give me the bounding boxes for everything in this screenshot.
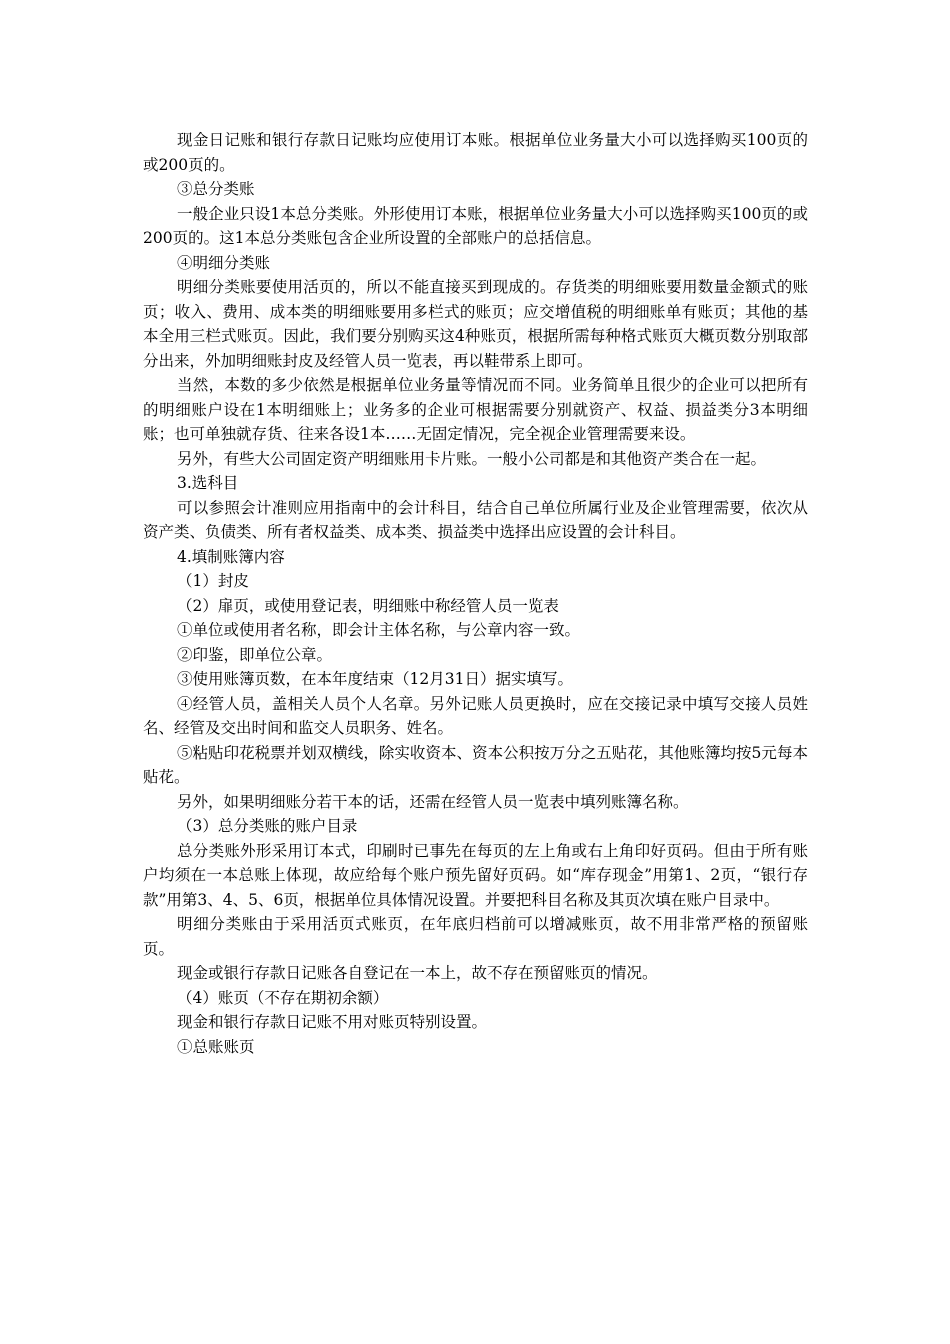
subheading: （2）扉页，或使用登记表，明细账中称经管人员一览表: [177, 596, 559, 615]
subheading: ④明细分类账: [177, 253, 271, 272]
paragraph: 明细分类账由于采用活页式账页，在年底归档前可以增减账页，故不用非常严格的预留账页。: [143, 915, 808, 958]
subheading: （3）总分类账的账户目录: [177, 817, 358, 835]
list-item: ③使用账簿页数，在本年度结束（12月31日）据实填写。: [177, 670, 573, 688]
list-item: ①总账账页: [177, 1037, 255, 1056]
paragraph: 现金和银行存款日记账不用对账页特别设置。: [177, 1013, 488, 1031]
list-item: ②印鉴，即单位公章。: [177, 645, 333, 664]
paragraph: 总分类账外形采用订本式，印刷时已事先在每页的左上角或右上角印好页码。但由于所有账户均须在一本总账上体现，故应给每个账户预先留好页码。如“库存现金”用第1、2页，“银行存款”用第3、4、5、6页，根据单位具体情况设置。并要把科目名称及其页次填在账户目录中。: [143, 841, 808, 909]
paragraph: 现金日记账和银行存款日记账均应使用订本账。根据单位业务量大小可以选择购买100页的或200页的。: [143, 131, 808, 174]
paragraph: 明细分类账要使用活页的，所以不能直接买到现成的。存货类的明细账要用数量金额式的账页；收入、费用、成本类的明细账要用多栏式的账页；应交增值税的明细账单有账页；其他的基本全用三栏式账页。因此，我们要分别购买这4种账页，根据所需每种格式账页大概页数分别取部分出来，外加明细账封皮及经管人员一览表，再以鞋带系上即可。: [143, 278, 808, 370]
paragraph: 可以参照会计准则应用指南中的会计科目，结合自己单位所属行业及企业管理需要，依次从资产类、负债类、所有者权益类、成本类、损益类中选择出应设置的会计科目。: [143, 498, 808, 541]
section-heading: 3.选科目: [177, 474, 239, 492]
list-item: ⑤粘贴印花税票并划双横线，除实收资本、资本公积按万分之五贴花，其他账簿均按5元每本贴花。: [143, 743, 808, 786]
list-item: ④经管人员，盖相关人员个人名章。另外记账人员更换时，应在交接记录中填写交接人员姓名、经管及交出时间和监交人员职务、姓名。: [143, 694, 808, 737]
paragraph: 现金或银行存款日记账各自登记在一本上，故不存在预留账页的情况。: [177, 964, 658, 982]
paragraph: 另外，有些大公司固定资产明细账用卡片账。一般小公司都是和其他资产类合在一起。: [177, 449, 767, 468]
subheading: （4）账页（不存在期初余额）: [177, 988, 389, 1007]
section-heading: 4.填制账簿内容: [177, 547, 285, 566]
paragraph: 一般企业只设1本总分类账。外形使用订本账，根据单位业务量大小可以选择购买100页的或200页的。这1本总分类账包含企业所设置的全部账户的总括信息。: [143, 204, 808, 247]
list-item: ①单位或使用者名称，即会计主体名称，与公章内容一致。: [177, 621, 581, 639]
document-page: [143, 128, 808, 1059]
paragraph: 当然，本数的多少依然是根据单位业务量等情况而不同。业务简单且很少的企业可以把所有的明细账户设在1本明细账上；业务多的企业可根据需要分别就资产、权益、损益类分3本明细账；也可单独就存货、往来各设1本……无固定情况，完全视企业管理需要来设。: [143, 376, 808, 443]
subheading: （1）封皮: [177, 572, 249, 590]
paragraph: 另外，如果明细账分若干本的话，还需在经管人员一览表中填列账簿名称。: [177, 792, 689, 811]
subheading: ③总分类账: [177, 180, 255, 198]
